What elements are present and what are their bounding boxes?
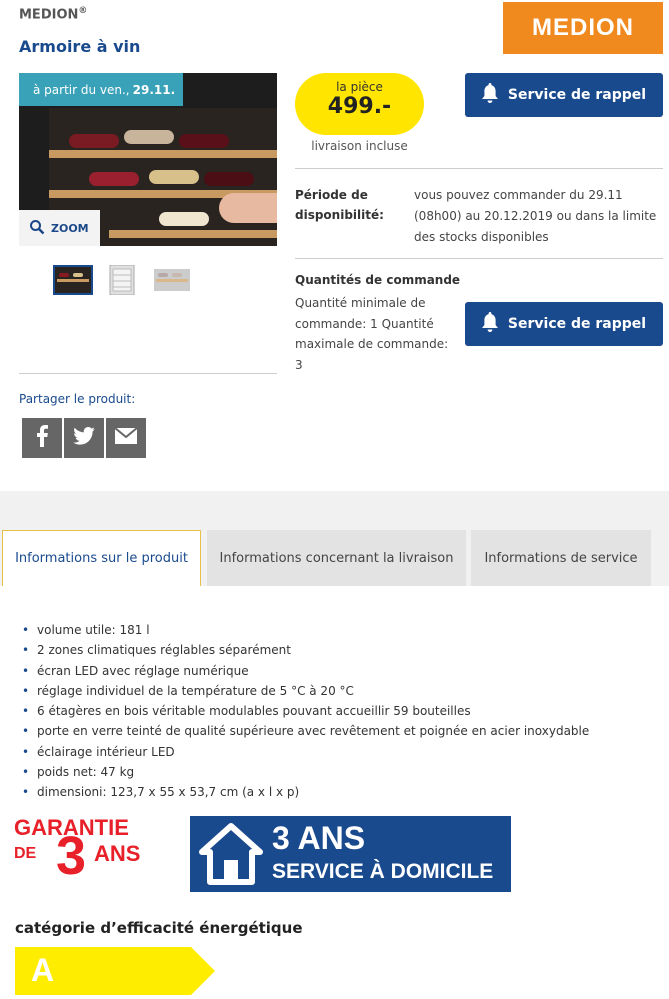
zoom-button[interactable]	[19, 210, 100, 246]
availability-label: Période de disponibilité:	[295, 188, 384, 222]
price-value: 499.-	[327, 94, 392, 119]
availability-date-banner: à partir du ven., 29.11.	[19, 73, 183, 106]
bottle	[149, 170, 199, 184]
tab-delivery-info[interactable]: Informations concernant la livraison	[207, 530, 466, 586]
divider	[295, 258, 663, 259]
warranty-line2: DE	[14, 845, 37, 862]
share-label: Partager le produit:	[19, 392, 136, 406]
list-item: • réglage individuel de la température de 5 °C à 20 °C	[22, 681, 589, 701]
brand-name: MEDION®	[19, 6, 88, 23]
info-tabs	[0, 530, 669, 586]
service-years: 3 ANS	[272, 820, 366, 856]
bottle	[179, 134, 229, 148]
shelf	[49, 150, 277, 158]
callback-button-label: Service de rappel	[507, 316, 647, 332]
feature-list	[22, 620, 589, 803]
bell-icon	[482, 83, 498, 107]
divider	[19, 373, 277, 374]
search-icon	[29, 219, 45, 238]
bell-icon	[482, 312, 498, 336]
twitter-share-button[interactable]	[64, 418, 104, 458]
bottle	[124, 130, 174, 144]
mail-icon	[115, 428, 137, 448]
home-service-badge	[190, 816, 511, 892]
price-unit-label: la pièce	[336, 80, 383, 94]
product-title: Armoire à vin	[19, 37, 141, 56]
tab-content	[0, 586, 669, 999]
service-text: SERVICE À DOMICILE	[272, 860, 494, 883]
house-icon	[198, 822, 264, 890]
quantity-title: Quantités de commande	[295, 273, 461, 287]
bottle	[159, 212, 209, 226]
warranty-line1: GARANTIE	[14, 815, 129, 840]
delivery-note: livraison incluse	[311, 139, 408, 153]
shelf	[109, 230, 277, 238]
callback-button-label: Service de rappel	[507, 87, 647, 103]
energy-class-badge	[15, 947, 215, 995]
warranty-badge	[14, 815, 156, 895]
product-card	[0, 0, 669, 491]
list-item: • dimensioni: 123,7 x 55 x 53,7 cm (a x l x p)	[22, 782, 589, 802]
bottle	[69, 134, 119, 148]
list-item: • 2 zones climatiques réglables séparément	[22, 640, 589, 660]
list-item: • 6 étagères en bois véritable modulables pouvant accueillir 59 bouteilles	[22, 701, 589, 721]
callback-service-button[interactable]	[465, 73, 663, 117]
thumbnail-3[interactable]	[152, 265, 192, 295]
list-item: • porte en verre teinté de qualité supérieure avec revêtement et poignée en acier inoxydable	[22, 721, 589, 741]
facebook-share-button[interactable]	[22, 418, 62, 458]
bottle	[204, 172, 254, 186]
email-share-button[interactable]	[106, 418, 146, 458]
tab-product-info[interactable]: Informations sur le produit	[2, 530, 201, 586]
price-badge	[295, 73, 424, 135]
warranty-unit: ANS	[94, 841, 141, 866]
energy-class-title: catégorie d’efficacité énergétique	[15, 919, 303, 937]
divider	[295, 168, 663, 169]
energy-class-value: A	[31, 952, 55, 988]
tab-service-info[interactable]: Informations de service	[471, 530, 651, 586]
twitter-icon	[73, 427, 95, 449]
availability-text: vous pouvez commander du 29.11 (08h00) au 20.12.2019 ou dans la limite des stocks disponibles	[414, 188, 657, 244]
zoom-label: ZOOM	[51, 221, 89, 235]
hand	[219, 193, 277, 223]
facebook-icon	[35, 425, 49, 451]
thumbnail-2[interactable]	[104, 265, 144, 295]
list-item: • volume utile: 181 l	[22, 620, 589, 640]
bottle	[89, 172, 139, 186]
list-item: • éclairage intérieur LED	[22, 742, 589, 762]
callback-service-button-2[interactable]	[465, 302, 663, 346]
quantity-text: Quantité minimale de commande: 1 Quantité maximale de commande: 3	[295, 296, 449, 372]
list-item: • écran LED avec réglage numérique	[22, 661, 589, 681]
medion-logo: MEDION	[503, 2, 663, 54]
list-item: • poids net: 47 kg	[22, 762, 589, 782]
warranty-number: 3	[56, 826, 87, 886]
thumbnail-1[interactable]	[53, 265, 93, 295]
